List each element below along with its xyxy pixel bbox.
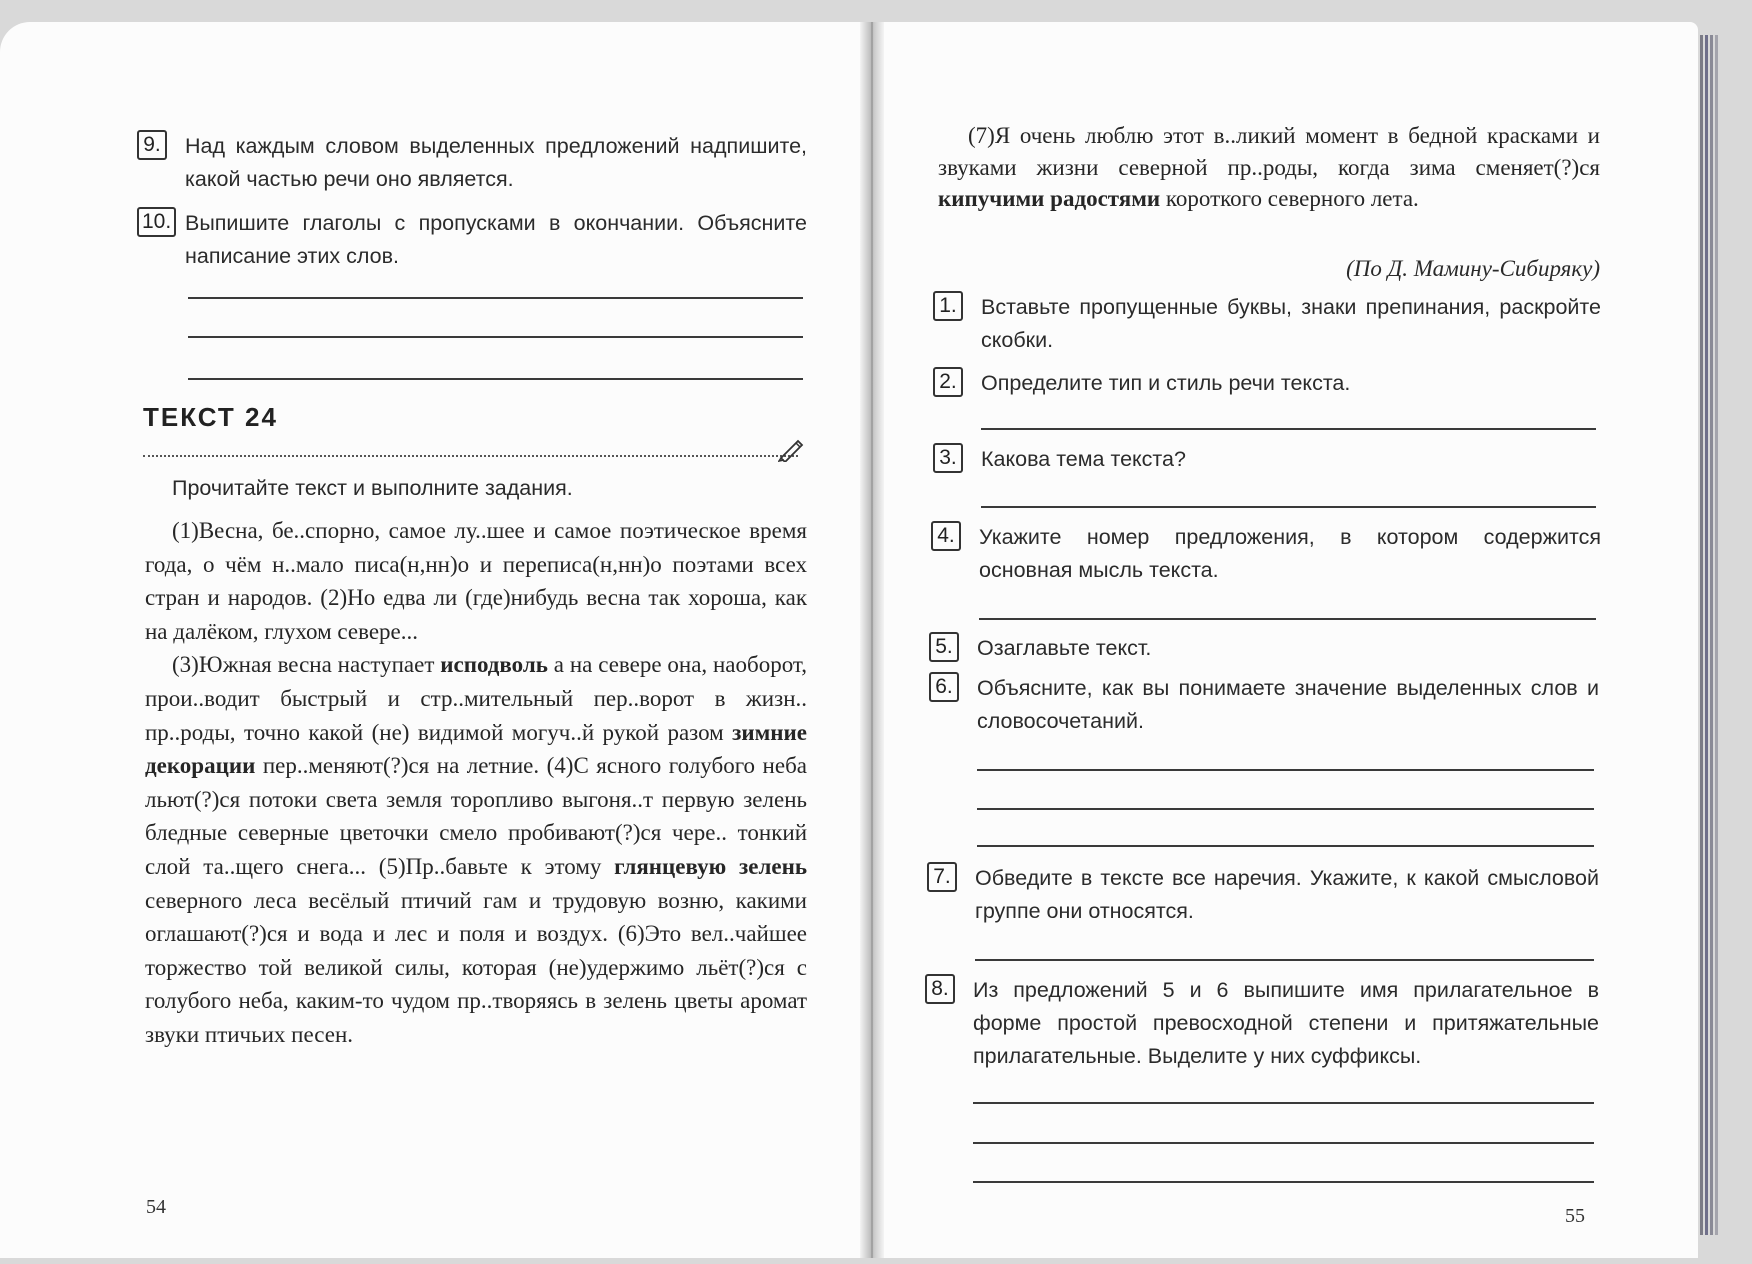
text-fragment: северного леса весёлый птичий гам и трудовую возню, какими оглашают(?)ся и вода и лес и поля и воздух. (6)Это вел..чайшее торжество той великой силы, которая (не)удержимо льёт(?)ся с голубого неба, каким-то чудом пр..творяясь в зелень цветы аромат звуки птичьих песен.: [145, 887, 807, 1047]
page-edge: [1710, 35, 1713, 1235]
answer-line[interactable]: [977, 808, 1594, 810]
story-continuation: [938, 120, 1600, 215]
answer-line[interactable]: [973, 1142, 1594, 1144]
answer-line[interactable]: [975, 959, 1594, 961]
task-text: Озаглавьте текст.: [977, 636, 1152, 660]
text-fragment: (7)Я очень люблю этот в..ликий момент в бедной красками и звуками жизни северной пр..роды, когда зима сменяет(?)ся: [938, 123, 1600, 180]
task-text: Определите тип и стиль речи текста.: [981, 371, 1351, 395]
highlighted-phrase: зимние декорации: [145, 719, 807, 779]
task-text: Из предложений 5 и 6 выпишите имя прилагательное в форме простой превосходной степени и притяжательные прилагательные. Выделите у них суффиксы.: [973, 978, 1599, 1068]
task-3: [933, 443, 1601, 476]
page-edge: [1700, 35, 1703, 1235]
highlighted-phrase: глянцевую зелень: [614, 853, 807, 879]
pencil-icon: [778, 436, 806, 462]
answer-line[interactable]: [973, 1102, 1594, 1104]
task-4: [931, 521, 1601, 587]
text-fragment: (3)Южная весна наступает: [172, 652, 441, 678]
task-number: 10.: [137, 207, 176, 237]
task-text: Какова тема текста?: [981, 447, 1186, 471]
text-fragment: короткого северного лета.: [1160, 186, 1419, 211]
task-number: 9.: [137, 130, 167, 160]
answer-line[interactable]: [981, 428, 1596, 430]
answer-line[interactable]: [977, 845, 1594, 847]
heading-divider: [143, 455, 798, 457]
task-7: [927, 862, 1599, 928]
text-heading: ТЕКСТ 24: [143, 402, 278, 432]
highlighted-word: исподволь: [440, 652, 548, 678]
task-number: 6.: [929, 672, 959, 702]
task-number: 2.: [933, 367, 963, 397]
instruction: Прочитайте текст и выполните задания.: [172, 476, 573, 500]
task-5: [929, 632, 1599, 665]
task-8: [925, 974, 1599, 1073]
task-number: 7.: [927, 862, 957, 892]
task-text: Объясните, как вы понимаете значение выделенных слов и словосочетаний.: [977, 676, 1599, 733]
task-9: [137, 130, 807, 196]
paragraph-1: (1)Весна, бе..спорно, самое лу..шее и самое поэтическое время года, о чём н..мало писа(н,нн)о и переписа(н,нн)о поэтами всех стран и народов. (2)Но едва ли (где)нибудь весна так хороша, как на далёком, глухом севере...: [145, 518, 807, 644]
task-1: [933, 291, 1601, 357]
text-fragment: пер..меняют(?)ся на летние. (4)С ясного голубого неба льют(?)ся потоки света земля торопливо выгоня..т первую зелень бледные северные цветочки смело пробивают(?)ся чере.. тонкий слой та..щего снега... (5)Пр..бавьте к этому: [145, 753, 807, 879]
task-2: [933, 367, 1601, 400]
task-text: Вставьте пропущенные буквы, знаки препинания, раскройте скобки.: [981, 295, 1601, 352]
task-number: 5.: [929, 632, 959, 662]
author-attribution: (По Д. Мамину-Сибиряку): [1346, 256, 1600, 281]
answer-line[interactable]: [981, 506, 1596, 508]
highlighted-phrase: кипучими радостями: [938, 186, 1161, 211]
page-number-left: 54: [146, 1196, 166, 1218]
task-text: Укажите номер предложения, в котором содержится основная мысль текста.: [979, 525, 1601, 582]
task-10: [137, 207, 807, 273]
task-number: 3.: [933, 443, 963, 473]
task-number: 8.: [925, 974, 955, 1004]
answer-line[interactable]: [188, 336, 803, 338]
answer-line[interactable]: [977, 769, 1594, 771]
paragraph-2: [145, 648, 807, 1051]
task-text: Обведите в тексте все наречия. Укажите, к какой смысловой группе они относятся.: [975, 866, 1599, 923]
page-number-right: 55: [1565, 1205, 1585, 1227]
answer-line[interactable]: [188, 378, 803, 380]
page-edge: [1705, 35, 1708, 1235]
story-text: [145, 514, 807, 1052]
task-number: 1.: [933, 291, 963, 321]
answer-line[interactable]: [188, 297, 803, 299]
page-edge: [1715, 35, 1718, 1235]
answer-line[interactable]: [979, 618, 1596, 620]
answer-line[interactable]: [973, 1181, 1594, 1183]
task-text: Над каждым словом выделенных предложений надпишите, какой частью речи оно является.: [185, 134, 807, 191]
task-text: Выпишите глаголы с пропусками в окончании. Объясните написание этих слов.: [185, 211, 807, 268]
task-6: [929, 672, 1599, 738]
text-fragment: а на севере она, наоборот, прои..водит быстрый и стр..мительный пер..ворот в жизн.. пр..роды, точно какой (не) видимой могуч..й рукой разом: [145, 652, 807, 745]
book-spine: [860, 22, 884, 1258]
task-number: 4.: [931, 521, 961, 551]
